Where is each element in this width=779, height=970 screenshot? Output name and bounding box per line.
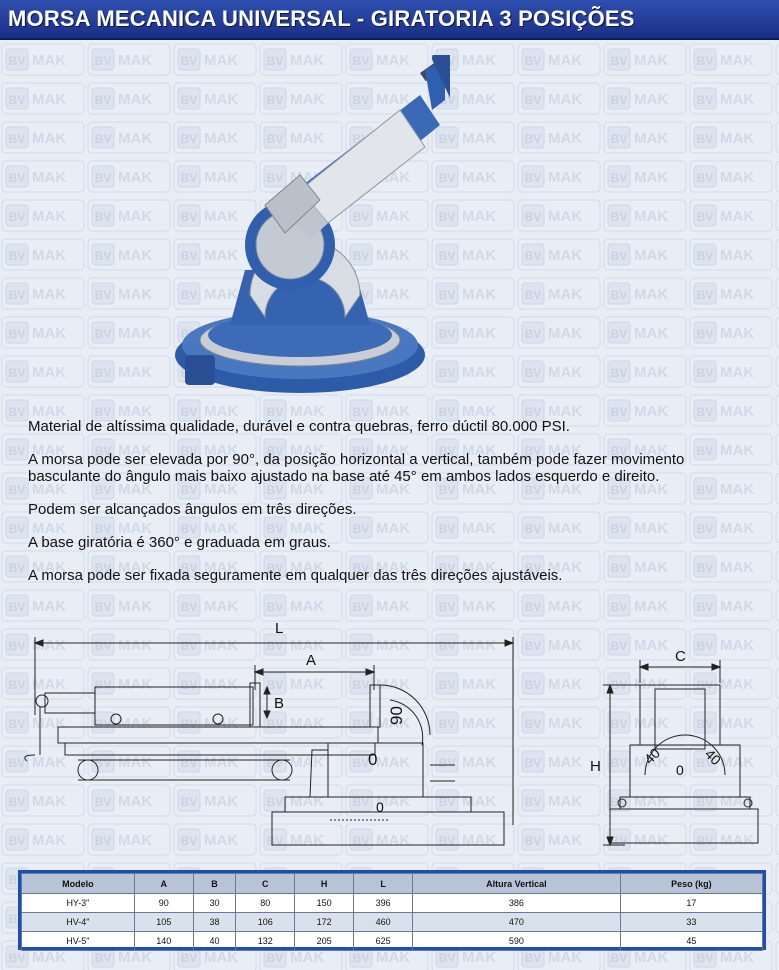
scale-40-right-label: 40 bbox=[701, 745, 725, 769]
cell-peso: 45 bbox=[620, 932, 762, 951]
cell-altura-vertical: 386 bbox=[413, 894, 621, 913]
cell-a: 90 bbox=[134, 894, 193, 913]
cell-h: 172 bbox=[295, 913, 354, 932]
description-paragraph: Material de altíssima qualidade, durável e contra quebras, ferro dúctil 80.000 PSI. bbox=[28, 418, 570, 435]
product-photo bbox=[170, 55, 450, 410]
description-paragraph: Podem ser alcançados ângulos em três direções. bbox=[28, 501, 357, 518]
page-title: MORSA MECANICA UNIVERSAL - GIRATORIA 3 POSIÇÕES bbox=[8, 6, 635, 31]
cell-altura-vertical: 470 bbox=[413, 913, 621, 932]
header-altura-vertical: Altura Vertical bbox=[413, 874, 621, 894]
cell-modelo: HV-4" bbox=[22, 913, 135, 932]
scale-0-front-label: 0 bbox=[676, 762, 684, 778]
cell-peso: 17 bbox=[620, 894, 762, 913]
description-paragraph: A morsa pode ser elevada por 90°, da posição horizontal a vertical, também pode fazer movimento basculante do ângulo mais baixo ajustado na base até 45° em ambos lados esquerdo e direito. bbox=[28, 451, 685, 485]
cell-b: 30 bbox=[193, 894, 236, 913]
header-b: B bbox=[193, 874, 236, 894]
cell-h: 205 bbox=[295, 932, 354, 951]
header-h: H bbox=[295, 874, 354, 894]
cell-modelo: HV-5" bbox=[22, 932, 135, 951]
cell-b: 38 bbox=[193, 913, 236, 932]
header-l: L bbox=[354, 874, 413, 894]
description-paragraph: A morsa pode ser fixada seguramente em qualquer das três direções ajustáveis. bbox=[28, 567, 563, 584]
cell-a: 105 bbox=[134, 913, 193, 932]
cell-l: 625 bbox=[354, 932, 413, 951]
table-row bbox=[22, 894, 763, 913]
description-paragraph: A base giratória é 360° e graduada em graus. bbox=[28, 534, 331, 551]
vise-illustration bbox=[170, 55, 450, 410]
cell-peso: 33 bbox=[620, 913, 762, 932]
cell-c: 132 bbox=[236, 932, 295, 951]
cell-b: 40 bbox=[193, 932, 236, 951]
scale-0b-label: 0 bbox=[376, 799, 384, 815]
dimension-drawing bbox=[10, 615, 779, 865]
table-row bbox=[22, 913, 763, 932]
page-header bbox=[0, 0, 779, 40]
cell-a: 140 bbox=[134, 932, 193, 951]
dim-A-label: A bbox=[306, 652, 317, 669]
cell-l: 460 bbox=[354, 913, 413, 932]
header-c: C bbox=[236, 874, 295, 894]
dim-B-label: B bbox=[274, 695, 285, 712]
spec-table-container bbox=[18, 870, 766, 950]
scale-0-label: 0 bbox=[368, 750, 378, 769]
spec-table bbox=[21, 873, 763, 951]
header-modelo: Modelo bbox=[22, 874, 135, 894]
header-peso: Peso (kg) bbox=[620, 874, 762, 894]
technical-drawing bbox=[10, 615, 779, 865]
table-header-row bbox=[22, 874, 763, 894]
cell-l: 396 bbox=[354, 894, 413, 913]
scale-90-label: 90 bbox=[387, 706, 406, 725]
cell-h: 150 bbox=[295, 894, 354, 913]
dim-H-label: H bbox=[590, 758, 601, 775]
dim-L-label: L bbox=[275, 620, 284, 637]
cell-altura-vertical: 590 bbox=[413, 932, 621, 951]
header-a: A bbox=[134, 874, 193, 894]
cell-c: 106 bbox=[236, 913, 295, 932]
scale-40-left-label: 40 bbox=[640, 744, 664, 768]
dim-C-label: C bbox=[675, 648, 686, 665]
cell-c: 80 bbox=[236, 894, 295, 913]
table-row bbox=[22, 932, 763, 951]
product-description bbox=[28, 418, 728, 600]
cell-modelo: HY-3" bbox=[22, 894, 135, 913]
